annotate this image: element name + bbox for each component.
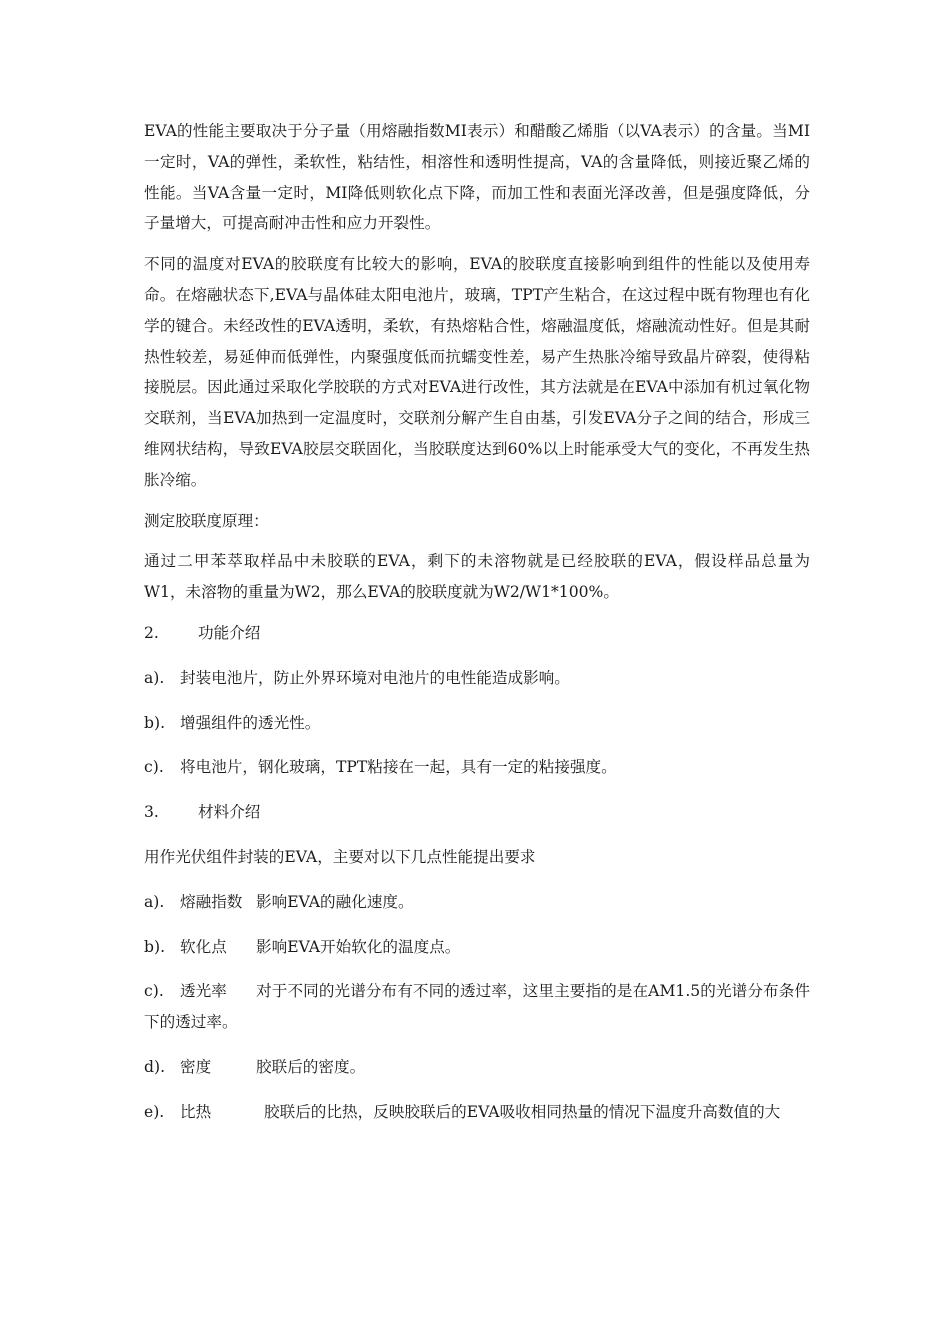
item-text: 对于不同的光谱分布有不同的透过率，这里主要指的是在AM1.5的光谱分布条件下的透过率。 bbox=[144, 982, 810, 1032]
item-property: 熔融指数 bbox=[180, 892, 243, 911]
item-label: d). bbox=[144, 1057, 166, 1076]
item-label: e). bbox=[144, 1102, 165, 1121]
paragraph-principle-method: 通过二甲苯萃取样品中未胶联的EVA，剩下的未溶物就是已经胶联的EVA，假设样品总量为W1，未溶物的重量为W2，那么EVA的胶联度就为W2/W1*100%。 bbox=[144, 552, 810, 602]
item-text: 将电池片，钢化玻璃，TPT粘接在一起，具有一定的粘接强度。 bbox=[180, 758, 617, 777]
list-item bbox=[144, 887, 810, 918]
item-text: 增强组件的透光性。 bbox=[180, 713, 321, 732]
item-property: 软化点 bbox=[180, 937, 227, 956]
list-item bbox=[144, 663, 810, 694]
item-text: 胶联后的比热，反映胶联后的EVA吸收相同热量的情况下温度升高数值的大 bbox=[264, 1102, 781, 1121]
item-label: a). bbox=[144, 668, 165, 687]
list-item bbox=[144, 1097, 810, 1128]
item-property: 密度 bbox=[180, 1057, 212, 1076]
section-heading-functions bbox=[144, 618, 810, 649]
section-number: 3. bbox=[144, 803, 159, 822]
item-text: 封装电池片，防止外界环境对电池片的电性能造成影响。 bbox=[180, 668, 570, 687]
paragraph-principle-title: 测定胶联度原理： bbox=[144, 511, 269, 530]
paragraph-eva-performance: EVA的性能主要取决于分子量（用熔融指数MI表示）和醋酸乙烯脂（以VA表示）的含量。当MI一定时，VA的弹性，柔软性，粘结性，相溶性和透明性提高，VA的含量降低，则接近聚乙烯的性能。当VA含量一定时，MI降低则软化点下降，而加工性和表面光泽改善，但是强度降低，分子量增大，可提高耐冲击性和应力开裂性。 bbox=[144, 122, 810, 233]
item-label: c). bbox=[144, 758, 164, 777]
item-property: 透光率 bbox=[180, 982, 227, 1001]
list-item bbox=[144, 752, 810, 783]
item-label: b). bbox=[144, 713, 166, 732]
item-label: a). bbox=[144, 892, 165, 911]
item-text: 影响EVA的融化速度。 bbox=[256, 892, 414, 911]
section-title: 功能介绍 bbox=[198, 623, 261, 642]
item-property: 比热 bbox=[180, 1102, 212, 1121]
item-label: c). bbox=[144, 982, 164, 1001]
paragraph-crosslink-temperature: 不同的温度对EVA的胶联度有比较大的影响，EVA的胶联度直接影响到组件的性能以及使用寿命。在熔融状态下,EVA与晶体硅太阳电池片，玻璃，TPT产生粘合，在这过程中既有物理也有化学的键合。未经改性的EVA透明，柔软，有热熔粘合性，熔融温度低，熔融流动性好。但是其耐热性较差，易延伸而低弹性，内聚强度低而抗蠕变性差，易产生热胀冷缩导致晶片碎裂，使得粘接脱层。因此通过采取化学胶联的方式对EVA进行改性，其方法就是在EVA中添加有机过氧化物交联剂，当EVA加热到一定温度时，交联剂分解产生自由基，引发EVA分子之间的结合，形成三维网状结构，导致EVA胶层交联固化，当胶联度达到60%以上时能承受大气的变化，不再发生热胀冷缩。 bbox=[144, 255, 810, 489]
list-item bbox=[144, 932, 810, 963]
section-number: 2. bbox=[144, 623, 159, 642]
item-text: 影响EVA开始软化的温度点。 bbox=[256, 937, 461, 956]
item-text: 胶联后的密度。 bbox=[256, 1057, 366, 1076]
list-item bbox=[144, 976, 810, 1038]
section-heading-materials bbox=[144, 797, 810, 828]
section-title: 材料介绍 bbox=[198, 803, 261, 822]
paragraph-requirements-intro: 用作光伏组件封装的EVA，主要对以下几点性能提出要求 bbox=[144, 847, 536, 866]
list-item bbox=[144, 708, 810, 739]
document-page bbox=[144, 116, 810, 1142]
item-label: b). bbox=[144, 937, 166, 956]
list-item bbox=[144, 1052, 810, 1083]
